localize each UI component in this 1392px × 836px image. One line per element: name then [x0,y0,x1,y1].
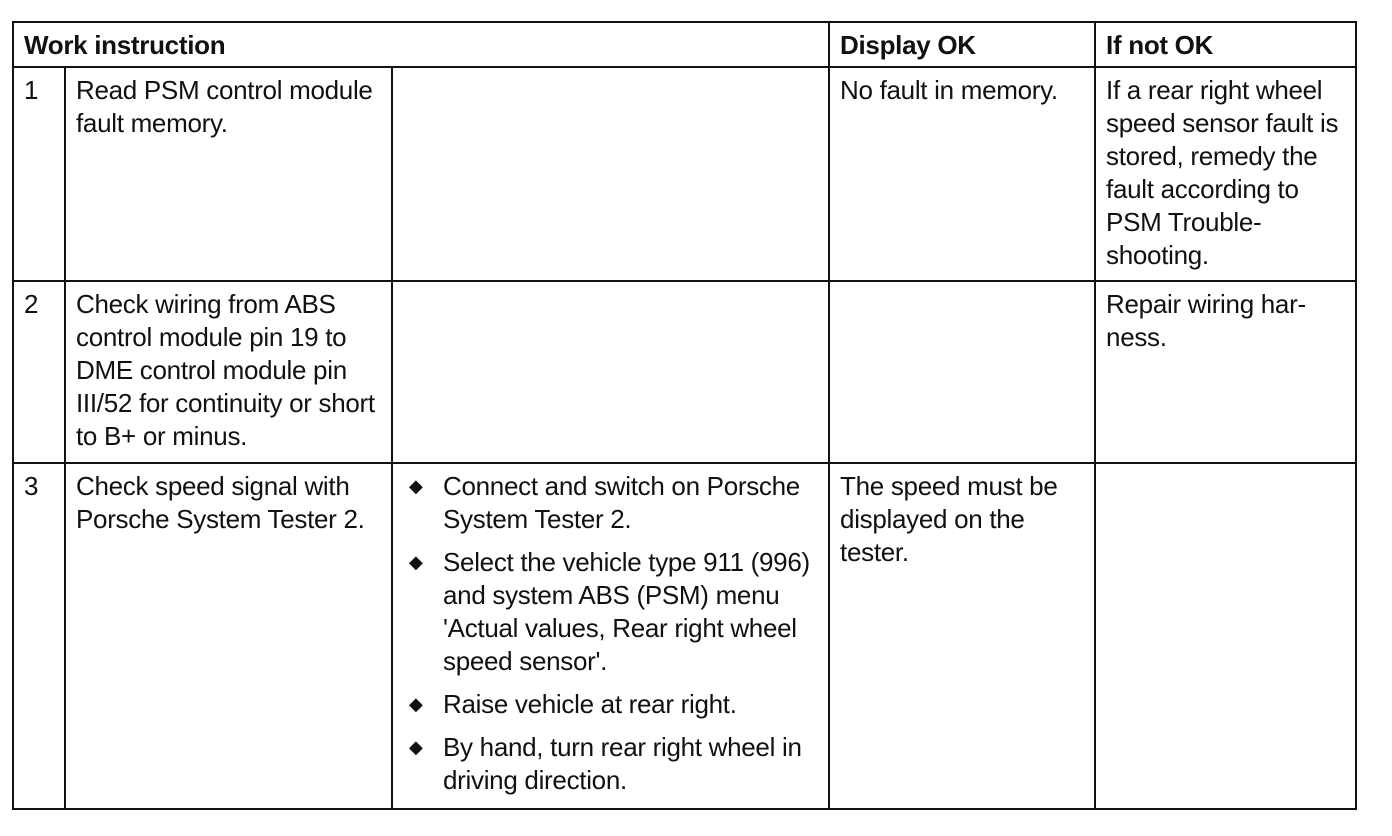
table-header-row [13,22,1356,67]
table-row [13,281,1356,463]
row-instruction: Check wiring from ABS control module pin 19 to DME control module pin III/52 for continuity or short to B+ or minus. [65,281,392,463]
row-display-ok: The speed must be displayed on the tester. [829,463,1095,809]
work-instruction-table [12,21,1357,810]
row-instruction: Check speed signal with Porsche System Tester 2. [65,463,392,809]
header-display-ok: Display OK [829,22,1095,67]
step-text: Select the vehicle type 911 (996) and system ABS (PSM) menu 'Actual values, Rear right wheel speed sensor'. [443,547,810,676]
row-display-ok: No fault in memory. [829,67,1095,281]
step-item [403,546,818,678]
table-row [13,463,1356,809]
row-number: 2 [13,281,65,463]
diamond-bullet-icon: ◆ [409,737,423,757]
row-display-ok [829,281,1095,463]
row-steps-cell [392,463,829,809]
step-item [403,688,818,721]
step-text: Connect and switch on Porsche System Tester 2. [443,471,800,534]
row-instruction: Read PSM control module fault memory. [65,67,392,281]
step-text: By hand, turn rear right wheel in driving direction. [443,732,802,795]
diamond-bullet-icon: ◆ [409,552,423,572]
row-if-not-ok: If a rear right wheel speed sensor fault is stored, remedy the fault according to PSM Trouble-shooting. [1095,67,1356,281]
row-steps-cell [392,281,829,463]
diamond-bullet-icon: ◆ [409,694,423,714]
row-number: 1 [13,67,65,281]
header-if-not-ok: If not OK [1095,22,1356,67]
row-number: 3 [13,463,65,809]
row-if-not-ok [1095,463,1356,809]
row-steps-cell [392,67,829,281]
table-row [13,67,1356,281]
header-work-instruction: Work instruction [13,22,829,67]
step-item [403,470,818,536]
step-list [403,470,818,797]
step-item [403,731,818,797]
row-if-not-ok: Repair wiring har-ness. [1095,281,1356,463]
step-text: Raise vehicle at rear right. [443,689,737,719]
diamond-bullet-icon: ◆ [409,476,423,496]
